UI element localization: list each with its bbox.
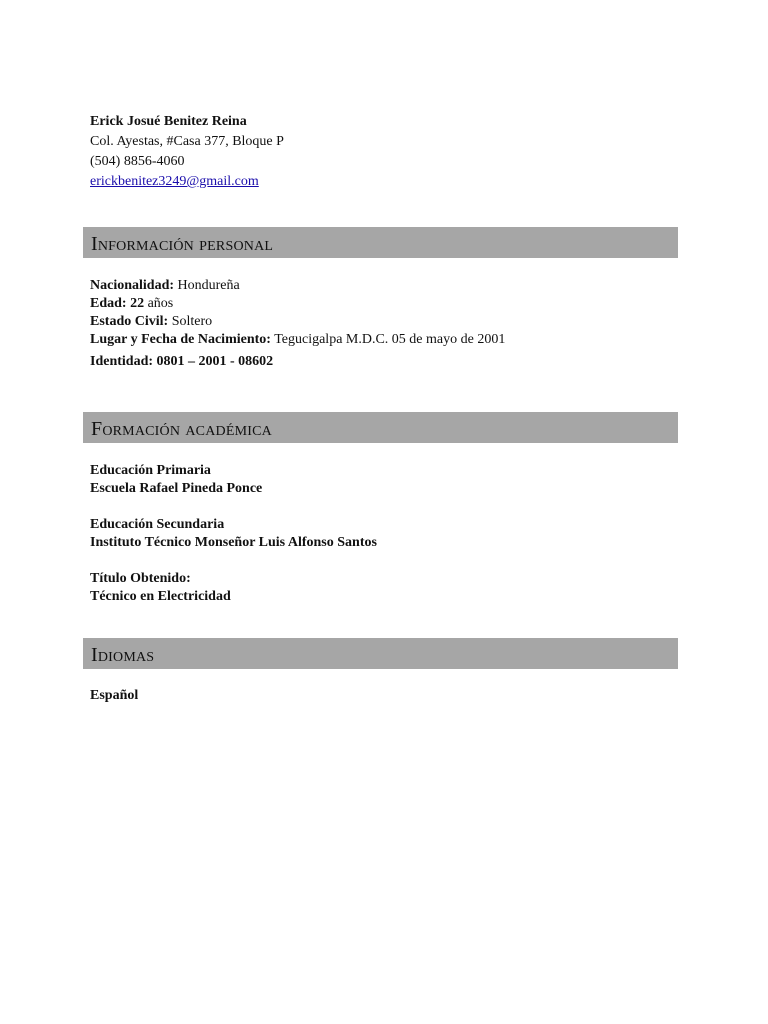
identity-row: Identidad: 0801 – 2001 - 08602 [90, 354, 274, 369]
age-label: Edad: [90, 296, 127, 311]
civil-status-value: Soltero [168, 314, 213, 329]
birth-label: Lugar y Fecha de Nacimiento: [90, 332, 271, 347]
full-name: Erick Josué Benitez Reina [90, 114, 247, 129]
birth-value: Tegucigalpa M.D.C. 05 de mayo de 2001 [270, 332, 506, 347]
secondary-school: Instituto Técnico Monseñor Luis Alfonso Santos [90, 535, 377, 550]
languages-block [90, 687, 138, 705]
age-row [90, 295, 505, 313]
age-number: 22 [126, 296, 145, 311]
email-link[interactable]: erickbenitez3249@gmail.com [90, 174, 259, 189]
personal-info-block [90, 277, 505, 371]
nationality-value: Hondureña [174, 278, 240, 293]
birth-row [90, 331, 505, 349]
primary-school: Escuela Rafael Pineda Ponce [90, 481, 263, 496]
age-unit: años [144, 296, 174, 311]
nationality-label: Nacionalidad: [90, 278, 175, 293]
civil-status-row [90, 313, 505, 331]
contact-block [90, 112, 284, 192]
degree-label: Título Obtenido: [90, 571, 191, 586]
phone: (504) 8856-4060 [90, 154, 185, 169]
address: Col. Ayestas, #Casa 377, Bloque P [90, 134, 284, 149]
section-title-personal: Información personal [91, 232, 274, 255]
section-header-languages [83, 638, 678, 669]
section-title-languages: Idiomas [91, 643, 155, 666]
nationality-row [90, 277, 505, 295]
degree-value: Técnico en Electricidad [90, 589, 231, 604]
civil-status-label: Estado Civil: [90, 314, 169, 329]
section-header-academic [83, 412, 678, 443]
primary-title: Educación Primaria [90, 463, 211, 478]
academic-block [90, 462, 377, 606]
language-item: Español [90, 688, 139, 703]
section-header-personal [83, 227, 678, 258]
secondary-title: Educación Secundaria [90, 517, 225, 532]
section-title-academic: Formación académica [91, 417, 272, 440]
